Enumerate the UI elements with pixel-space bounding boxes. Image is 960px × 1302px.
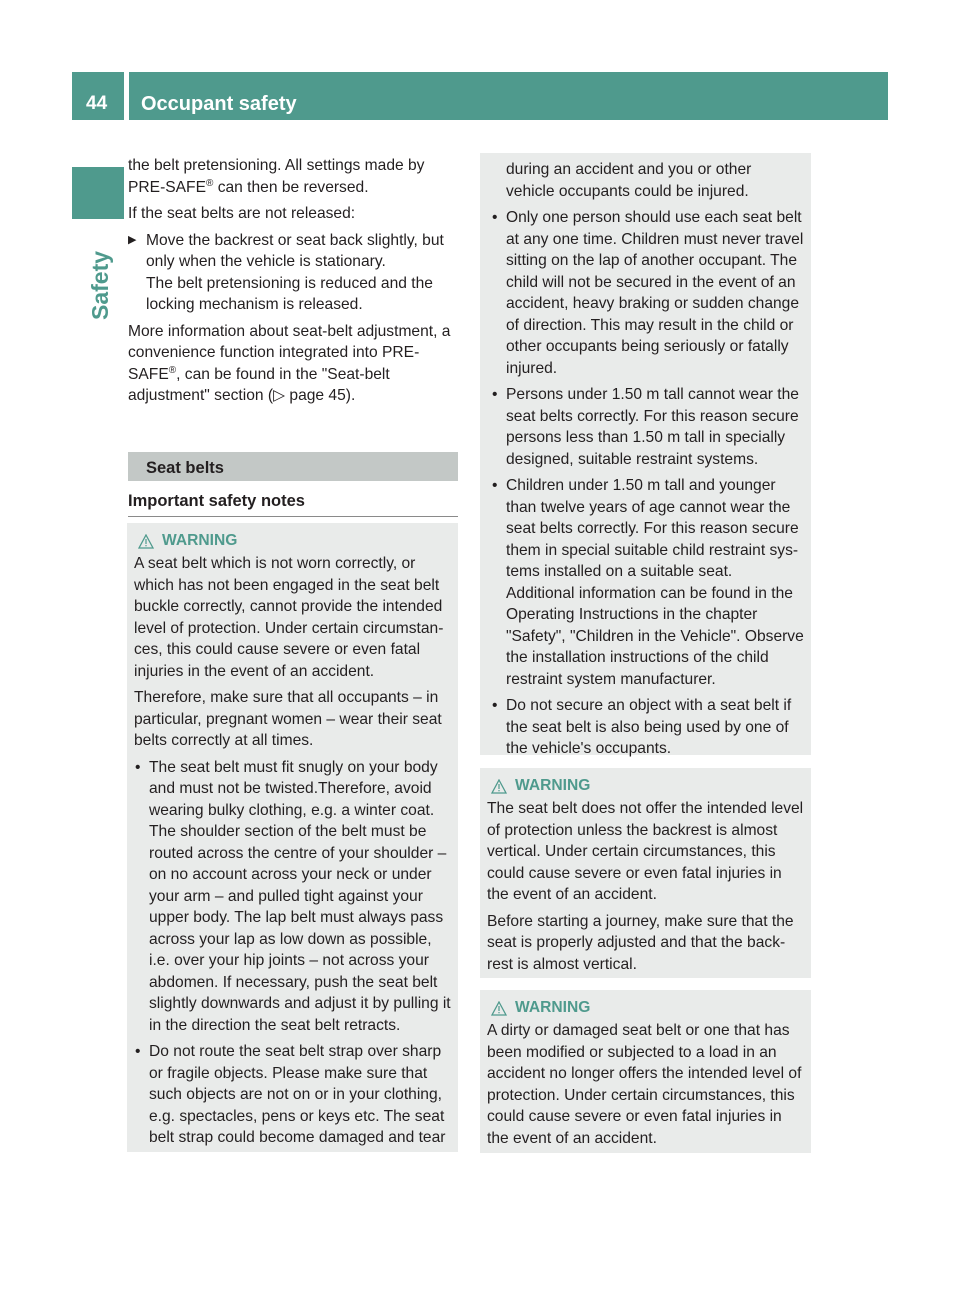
warning-triangle-icon bbox=[138, 534, 154, 549]
paragraph: during an accident and you or other vehicle occupants could be injured. bbox=[506, 161, 752, 200]
warning-heading bbox=[134, 529, 451, 553]
paragraph: More information about seat-belt adjustment, a convenience function integrated into PRE-SAFE®, can be found in the "Seat-belt adjustment" section (▷ page 45). bbox=[128, 322, 451, 404]
list-item bbox=[491, 384, 804, 470]
warning-triangle-icon bbox=[491, 779, 507, 794]
warning-box bbox=[127, 523, 458, 1152]
list-item-text: The seat belt must fit snugly on your body and must not be twisted.Therefore, avoid wearing bulky clothing, e.g. a winter coat. The shoulder section of the belt must be routed across the centre of your shoulder – on no account across your neck or under your arm – and pulled tight against your upper body. The lap belt must always pass across your lap as low down as possible, i.e. over your hip joints – not across your abdomen. If necessary, push the seat belt slightly downwards and adjust it by pulling it in the direction the seat belt retracts. bbox=[149, 758, 451, 1034]
warning-box bbox=[480, 768, 811, 978]
warning-heading bbox=[487, 774, 804, 798]
instruction-step bbox=[128, 230, 461, 316]
paragraph: Before starting a journey, make sure that the seat is properly adjusted and that the backrest is almost vertical. bbox=[487, 912, 794, 973]
step-arrow-icon: ▶ bbox=[128, 233, 137, 246]
warning-heading bbox=[487, 996, 804, 1020]
paragraph: If the seat belts are not released: bbox=[128, 205, 356, 222]
bullet-icon: • bbox=[492, 697, 498, 714]
step-text: Move the backrest or seat back slightly, but only when the vehicle is stationary. bbox=[146, 231, 444, 270]
warning-box-continued bbox=[480, 153, 811, 755]
bullet-icon: • bbox=[135, 758, 141, 776]
list-item-text: Do not route the seat belt strap over sharp or fragile objects. Please make sure that such objects are not on or in your clothing, e.g. spectacles, pens or keys etc. The seat belt strap could become damaged and tear bbox=[149, 1043, 446, 1146]
list-item bbox=[491, 475, 804, 690]
paragraph: the belt pretensioning. All settings made by PRE-SAFE® can then be reversed. bbox=[128, 157, 425, 196]
chapter-title: Occupant safety bbox=[129, 72, 888, 120]
warning-label: WARNING bbox=[515, 999, 591, 1017]
warning-label: WARNING bbox=[162, 532, 238, 550]
list-item-text: Children under 1.50 m tall and younger than twelve years of age cannot wear the seat belts correctly. For this reason secure them in special suitable child restraint systems installed on a suitable seat. Additional information can be found in the Operating Instructions in the chapter "Safety", "Children in the Vehicle". Observe the installation instructions of the child restraint system manufacturer. bbox=[506, 477, 804, 688]
warning-box bbox=[480, 990, 811, 1153]
bullet-icon: • bbox=[135, 1043, 141, 1060]
bullet-icon: • bbox=[492, 477, 498, 494]
list-item-text: Only one person should use each seat belt at any one time. Children must never travel sitting on the lap of another occupant. The child will not be secured in the event of an accident, heavy braking or sudden change of direction. This may result in the child or other occupants being seriously or fatally injured. bbox=[506, 209, 804, 377]
bullet-icon: • bbox=[492, 386, 498, 403]
list-item bbox=[134, 1041, 451, 1149]
warning-label: WARNING bbox=[515, 777, 591, 795]
subsection-title: Important safety notes bbox=[128, 490, 458, 517]
step-result: The belt pretensioning is reduced and the locking mechanism is released. bbox=[146, 274, 433, 313]
list-item bbox=[491, 207, 804, 379]
paragraph: The seat belt does not offer the intended level of protection unless the backrest is almost vertical. Under certain circumstances, this could cause severe or even fatal injuries in the event of an accident. bbox=[487, 800, 804, 903]
left-column bbox=[128, 155, 461, 407]
paragraph: Therefore, make sure that all occupants – in particular, pregnant women – wear their seat belts correctly at all times. bbox=[134, 689, 442, 749]
page-number: 44 bbox=[72, 72, 124, 120]
list-item-text: Persons under 1.50 m tall cannot wear the seat belts correctly. For this reason secure persons less than 1.50 m tall in specially designed, suitable restraint systems. bbox=[506, 386, 799, 468]
subsection bbox=[128, 490, 458, 517]
list-item-text: Do not secure an object with a seat belt if the seat belt is also being used by one of the vehicle's occupants. bbox=[506, 697, 792, 757]
list-item bbox=[491, 695, 804, 760]
list-item bbox=[134, 757, 451, 1037]
section-bar bbox=[128, 452, 458, 481]
paragraph: A dirty or damaged seat belt or one that has been modified or subjected to a load in an accident no longer offers the intended level of protection. Under certain circumstances, this could cause severe or even fatal injuries in the event of an accident. bbox=[487, 1022, 802, 1147]
paragraph: A seat belt which is not worn correctly, or which has not been engaged in the seat belt buckle correctly, cannot provide the intended level of protection. Under certain circumstances, this could cause severe or even fatal injuries in the event of an accident. bbox=[134, 555, 444, 680]
bullet-icon: • bbox=[492, 209, 498, 226]
section-title: Seat belts bbox=[128, 452, 458, 481]
side-section-label: Safety bbox=[87, 250, 113, 320]
warning-triangle-icon bbox=[491, 1001, 507, 1016]
